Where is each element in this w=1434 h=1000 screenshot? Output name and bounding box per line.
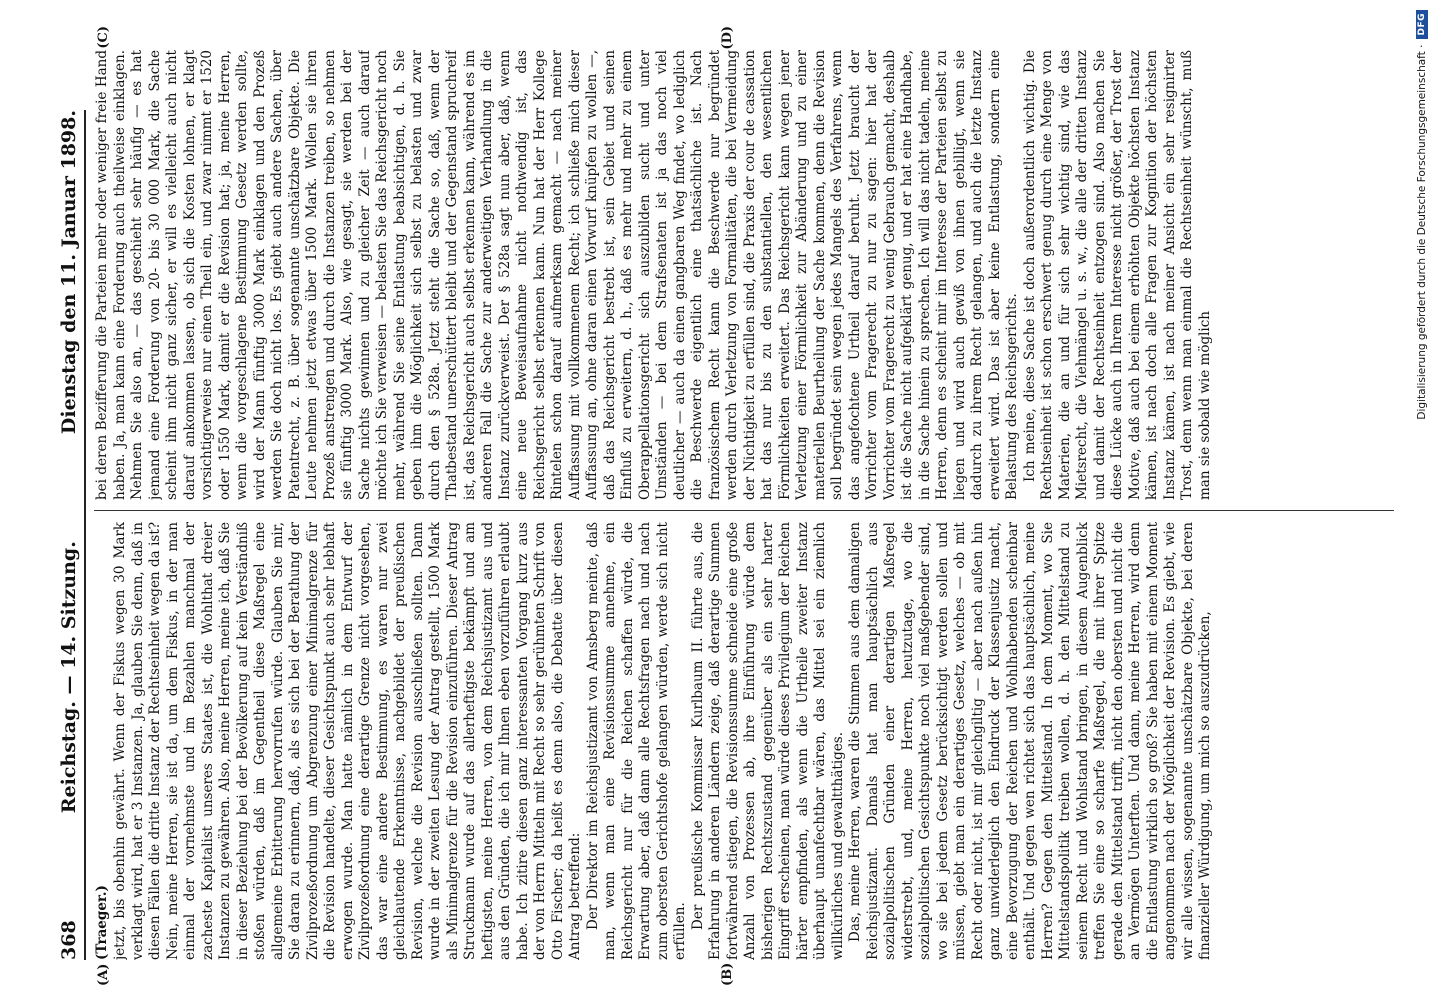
- right-column: [94, 50, 1394, 500]
- page-title: Reichstag. — 14. Sitzung.: [58, 541, 80, 814]
- page-number: 368: [58, 920, 80, 960]
- attribution-text: Digitalisierung gefördert durch die Deutsche Forschungsgemeinschaft ·: [1416, 44, 1428, 420]
- column-divider: [94, 510, 1394, 511]
- paragraph: Ich meine, diese Sache ist doch außerordentlich wichtig. Die Rechtseinheit ist schon erschwert genug durch eine Menge von Materien, die an und für sich sehr wichtig sind, wie das Mietsrecht, die Viehmängel u. s. w., die alle der dritten Instanz und damit der Rechtseinheit entzogen sind. Also machen Sie diese Lücke auch in Ihrem Interesse nicht größer, der Trost der Motive, daß auch bei einem erhöhten Objekte höchsten Instanz kämen, ist nach doch alle Fragen zur Kognition der höchsten Instanz kämen, ist nach meiner Ansicht ein sehr resignirter Trost, denn wenn man einmal die Rechtseinheit wünscht, muß man sie sobald wie möglich: [1021, 50, 1213, 500]
- quote-paragraph: Der preußische Kommissar Kurlbaum II. führte aus, die Erfahrung in anderen Ländern zeige, daß derartige Summen fortwährend stiegen, die Revisionssumme schneide eine große Anzahl von Prozessen ab, ihre Einführung würde dem bisherigen Rechtszustand gegenüber als ein sehr harter Eingriff erscheinen, man würde dieses Privilegium der Reichen härter empfinden, als wenn die Urtheile zweiter Instanz überhaupt unanfechtbar wären, das Mittel sei ein ziemlich willkürliches und gewaltthätiges.: [689, 522, 846, 960]
- attribution-strip: [1406, 0, 1434, 1000]
- paragraph: Das, meine Herren, waren die Stimmen aus dem damaligen Reichsjustizamt. Damals hat man hauptsächlich aus sozialpolitischen Gründen einer derartigen Maßregel widerstrebt, und, meine Herren, heutzutage, wo die sozialpolitischen Gesichtspunkte noch viel maßgebender sind, wo sie bei jedem Gesetz berücksichtigt werden sollen und müssen, giebt man ein derartiges Gesetz, welches — ob mit Recht oder nicht, ist mir gleichgiltig — aber nach außen hin ganz unwiderleglich den Eindruck der Klassenjustiz macht, eine Bevorzugung der Reichen und Wohlhabenden scheinbar enthält. Und gegen wen richtet sich das hauptsächlich, meine Herren? Gegen den Mittelstand. In dem Moment, wo Sie Mittelstandspolitik treiben wollen, d. h. den Mittelstand zu seinem Recht und Wohlstand bringen, in diesem Augenblick treffen Sie eine so scharfe Maßregel, die mit ihrer Spitze gerade den Mittelstand trifft, nicht den obersten und nicht die an Vermögen Unterften. Und dann, meine Herren, wird denn die Entlastung wirklich so groß? Sie haben mit einem Moment angenommen nach der Möglichkeit der Revision. Es giebt, wie wir alle wissen, sogenannte unschätzbare Objekte, bei deren finanzieller Würdigung, um mich so auszudrücken,: [847, 522, 1213, 960]
- margin-mark-d: (D): [720, 26, 735, 50]
- dfg-logo: DFG: [1416, 10, 1428, 39]
- margin-mark-b: (B): [720, 962, 735, 986]
- paragraph: bei deren Bezifferung die Parteien mehr oder weniger freie Hand haben. Ja, man kann eine Forderung auch theilweise einklagen. Nehmen Sie also an, — das geschieht sehr häufig — es hat jemand eine Forderung von 20- bis 30 000 Mark, die Sache scheint ihm nicht ganz sicher, er will es vielleicht auch nicht darauf ankommen lassen, ob sich die Kosten lohnen, er klagt vorsichtigerweise nur einen Theil ein, und zwar nimmt er 1520 oder 1550 Mark, damit er die Revision hat; ja, meine Herren, wenn die vorgeschlagene Bestimmung Gesetz werden sollte, wird der Mann fünftig 3000 Mark einklagen und den Prozeß werden Sie doch nicht los. Es giebt auch andere Sachen, über Patentrecht, z. B. über sogenannte unschätzbare Objekte. Die Leute nehmen jetzt etwas über 1500 Mark. Wollen sie ihren Prozeß anstrengen und durch die Instanzen treiben, so nehmen sie fünftig 3000 Mark. Also, wie gesagt, sie werden bei der Sache nichts gewinnen und zu gleicher Zeit — auch darauf möchte ich Sie verweisen — belasten Sie das Reichsgericht noch mehr, während Sie seine Entlastung beabsichtigen, d. h. Sie geben ihm die Möglichkeit sich selbst zu belasten und zwar durch den § 528a. Jetzt steht die Sache so, daß, wenn der Thatbestand unerschüttert bleibt und der Gegenstand spruchreif ist, das Reichsgericht auch selbst erkennen kann, während es im anderen Fall die Sache zur anderweitigen Verhandlung in die Instanz zurückverweist. Der § 528a sagt nun aber, daß, wenn eine neue Beweisaufnahme nicht nothwendig ist, das Reichsgericht selbst erkennen kann. Nun hat der Herr Kollege Rintelen schon darauf aufmerksam gemacht — nach meiner Auffassung mit vollkommenem Recht; ich schließe mich dieser Auffassung an, ohne daran einen Vorwurf knüpfen zu wollen —, daß das Reichsgericht bestrebt ist, sein Gebiet und seinen Einfluß zu erweitern, d. h., daß es mehr und mehr zu einem Oberappellationsgericht sich auszubilden sucht und unter Umständen — bei dem Strafsenaten ist ja das noch viel deutlicher — auch da einen gangbaren Weg findet, wo lediglich die Beschwerde eigentlich eine thatsächliche ist. Nach französischem Recht kann die Beschwerde nur begründet werden durch Verletzung von Formalitäten, die bei Vermeidung der Nichtigkeit zu erfüllen sind, die Praxis der cour de cassation hat das nur bis zu den substantiellen, den wesentlichen Förmlichkeiten erweitert. Das Reichsgericht kann wegen jener Verletzung einer Förmlichkeit zur Abänderung und zu einer materiellen Beurtheilung der Sache kommen, denn die Revision soll begründet sein wegen jedes Mangels des Verfahrens, wenn das angefochtene Urtheil darauf beruht. Jetzt braucht der Vorrichter vom Fragerecht zu nur zu sagen: hier hat der Vorrichter vom Fragerecht zu wenig Gebrauch gemacht, deshalb ist die Sache nicht aufgeklärt genug, und er hat eine Handhabe, in die Sache hinein zu sprechen. Ich will das nicht tadeln, meine Herren, denn es scheint mir im Interesse der Parteien selbst zu liegen und wird auch gewiß von ihnen gebilligt, wenn sie dadurch zu ihrem Recht gelangen, und auch die letzte Instanz erweitert wird. Das ist aber keine Entlastung, sondern eine Belastung des Reichsgerichts.: [94, 50, 1020, 500]
- page-header: [46, 110, 86, 960]
- speaker-label: (Traeger.): [94, 885, 110, 960]
- margin-mark-a: (A): [96, 963, 111, 986]
- attribution-line: [1408, 0, 1434, 1000]
- page-date: Dienstag den 11. Januar 1898.: [58, 110, 80, 435]
- paragraph: jetzt, bis obenhin gewährt. Wenn der Fiskus wegen 30 Mark verklagt wird, hat er 3 Instanzen. Ja, glauben Sie denn, daß in diesen Fällen die dritte Instanz der Rechtseinheit wegen da ist? Nein, meine Herren, sie ist da, um dem Fiskus, in der man einmal der vornehmste und im Bezahlen manchmal der zacheste Kapitalist unseres Staates ist, die Wohlthat dreier Instanzen zu gewähren. Also, meine Herren, meine ich, daß Sie in dieser Beziehung bei der Bevölkerung auf kein Verständniß stoßen würden, daß im Gegentheil diese Maßregel eine allgemeine Erbitterung hervorrufen würde. Glauben Sie mir, Sie daran zu erinnern, daß, als es sich bei der Berathung der Zivilprozeßordnung um Abgrenzung einer Minimalgrenze für die Revision handelte, dieser Gesichtspunkt auch sehr lebhaft erwogen wurde. Man hatte nämlich in dem Entwurf der Zivilprozeßordnung eine derartige Grenze nicht vorgesehen, das war eine andere Bestimmung, es waren nur zwei gleichlautende Erkenntnisse, nachgebildet der preußischen Revision, welche die Revision ausschließen sollten. Dann wurde in der zweiten Lesung der Antrag gestellt, 1500 Mark als Minimalgrenze für die Revision einzuführen. Dieser Antrag Struckmann wurde auf das allerheftigste bekämpft und am heftigsten, meine Herren, von dem Reichsjustizamt aus und aus den Gründen, die ich mir Ihnen eben vorzuführen erlaubt habe. Ich zitire diesen ganz interessanten Vorgang kurz aus der von Herrn Mitteln mit Recht so sehr gerühmten Schrift von Otto Fischer; da heißt es denn also, die Debatte über diesen Antrag betreffend:: [112, 522, 583, 960]
- quote-paragraph: Der Direktor im Reichsjustizamt von Amsberg meinte, daß man, wenn man eine Revisionssumme annehme, ein Reichsgericht nur für die Reichen schaffen würde, die Erwartung aber, daß dann alle Rechtsfragen nach und nach zum obersten Gerichtshofe gelangen würden, werde sich nicht erfüllen.: [584, 522, 688, 960]
- margin-mark-c: (C): [96, 26, 111, 49]
- left-column: [94, 522, 1394, 960]
